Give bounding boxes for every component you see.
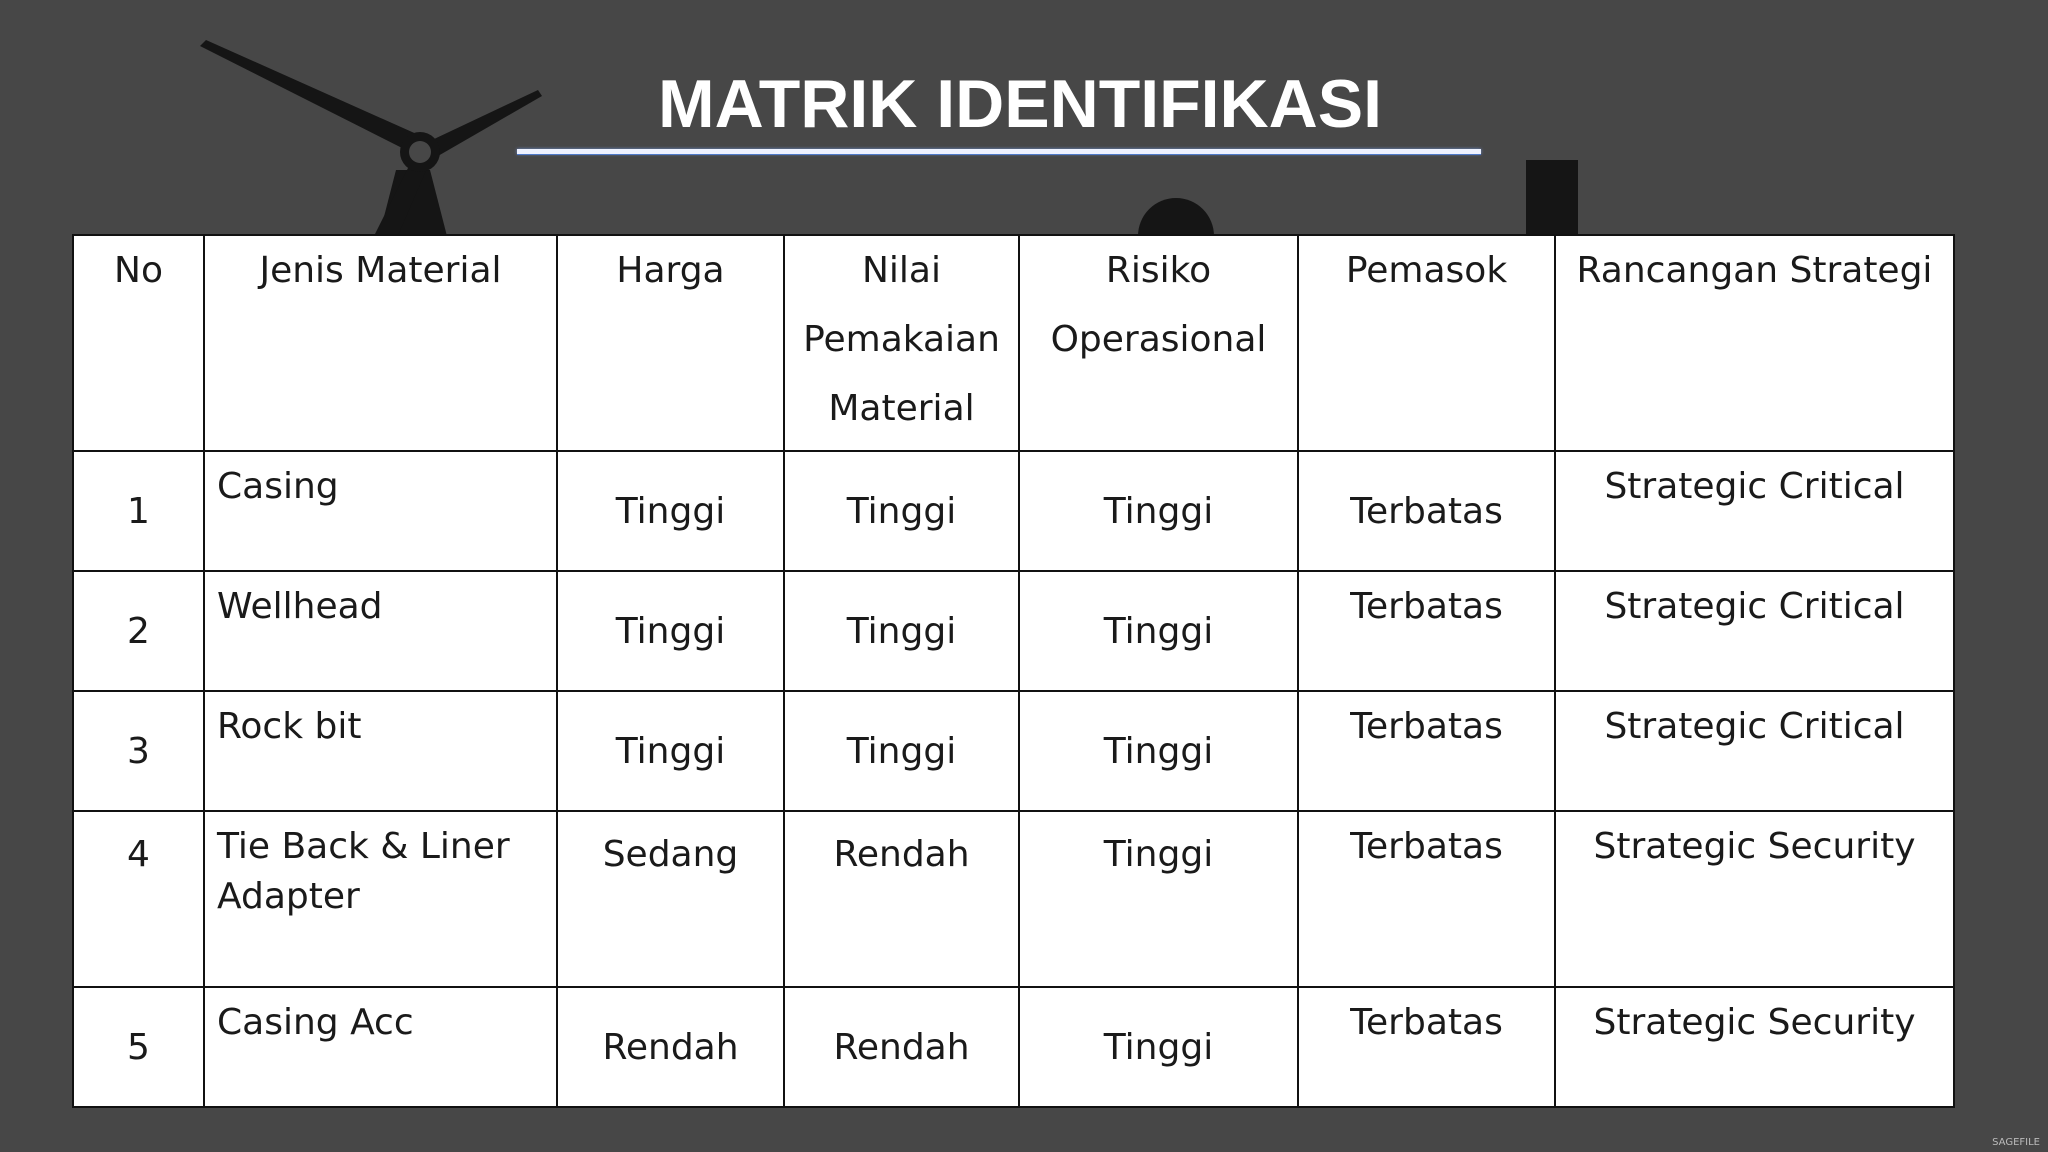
cell-pemasok: Terbatas <box>1298 451 1555 571</box>
cell-material: Wellhead <box>204 571 557 691</box>
cell-harga: Rendah <box>557 987 784 1107</box>
header-nilai-line3: Material <box>828 388 975 429</box>
cell-strategi: Strategic Security <box>1555 987 1954 1107</box>
cell-material-line2: Adapter <box>217 876 360 917</box>
header-jenis-material: Jenis Material <box>204 235 557 451</box>
cell-harga: Tinggi <box>557 451 784 571</box>
header-risiko-line2: Operasional <box>1050 319 1267 360</box>
cell-pemasok: Terbatas <box>1298 811 1555 987</box>
cell-strategi: Strategic Critical <box>1555 571 1954 691</box>
footer-watermark: SAGEFILE <box>1992 1137 2040 1148</box>
cell-pemasok: Terbatas <box>1298 987 1555 1107</box>
cell-no: 1 <box>73 451 204 571</box>
table-row <box>73 691 1954 811</box>
cell-risiko: Tinggi <box>1019 691 1298 811</box>
header-no: No <box>73 235 204 451</box>
cell-pemasok: Terbatas <box>1298 571 1555 691</box>
cell-nilai: Tinggi <box>784 691 1019 811</box>
cell-risiko: Tinggi <box>1019 811 1298 987</box>
cell-nilai: Rendah <box>784 811 1019 987</box>
header-harga: Harga <box>557 235 784 451</box>
table-header-row <box>73 235 1954 451</box>
cell-risiko: Tinggi <box>1019 571 1298 691</box>
cell-no: 4 <box>73 811 204 987</box>
page-title: MATRIK IDENTIFIKASI <box>657 66 1383 142</box>
cell-harga: Sedang <box>557 811 784 987</box>
header-pemasok: Pemasok <box>1298 235 1555 451</box>
header-risiko-operasional <box>1019 235 1298 451</box>
table-row <box>73 451 1954 571</box>
header-nilai-line1: Nilai <box>862 250 941 291</box>
cell-material-line1: Tie Back & Liner <box>217 826 510 867</box>
dome-icon <box>1138 198 1214 236</box>
header-risiko-line1: Risiko <box>1105 250 1212 291</box>
chimney-icon <box>1526 160 1578 236</box>
cell-nilai: Rendah <box>784 987 1019 1107</box>
cell-harga: Tinggi <box>557 691 784 811</box>
cell-material: Rock bit <box>204 691 557 811</box>
cell-pemasok: Terbatas <box>1298 691 1555 811</box>
cell-nilai: Tinggi <box>784 451 1019 571</box>
cell-no: 5 <box>73 987 204 1107</box>
header-rancangan-strategi: Rancangan Strategi <box>1555 235 1954 451</box>
cell-material: Casing Acc <box>204 987 557 1107</box>
identification-matrix-table <box>72 234 1955 1108</box>
cell-no: 2 <box>73 571 204 691</box>
wind-turbine-icon <box>200 40 542 240</box>
table-row <box>73 571 1954 691</box>
cell-no: 3 <box>73 691 204 811</box>
cell-risiko: Tinggi <box>1019 987 1298 1107</box>
header-nilai-pemakaian <box>784 235 1019 451</box>
cell-material <box>204 811 557 987</box>
cell-material: Casing <box>204 451 557 571</box>
cell-risiko: Tinggi <box>1019 451 1298 571</box>
title-underline <box>517 149 1481 154</box>
cell-harga: Tinggi <box>557 571 784 691</box>
header-nilai-line2: Pemakaian <box>803 319 1000 360</box>
cell-strategi: Strategic Critical <box>1555 451 1954 571</box>
table-row <box>73 987 1954 1107</box>
cell-strategi: Strategic Critical <box>1555 691 1954 811</box>
cell-nilai: Tinggi <box>784 571 1019 691</box>
table-row <box>73 811 1954 987</box>
cell-strategi: Strategic Security <box>1555 811 1954 987</box>
